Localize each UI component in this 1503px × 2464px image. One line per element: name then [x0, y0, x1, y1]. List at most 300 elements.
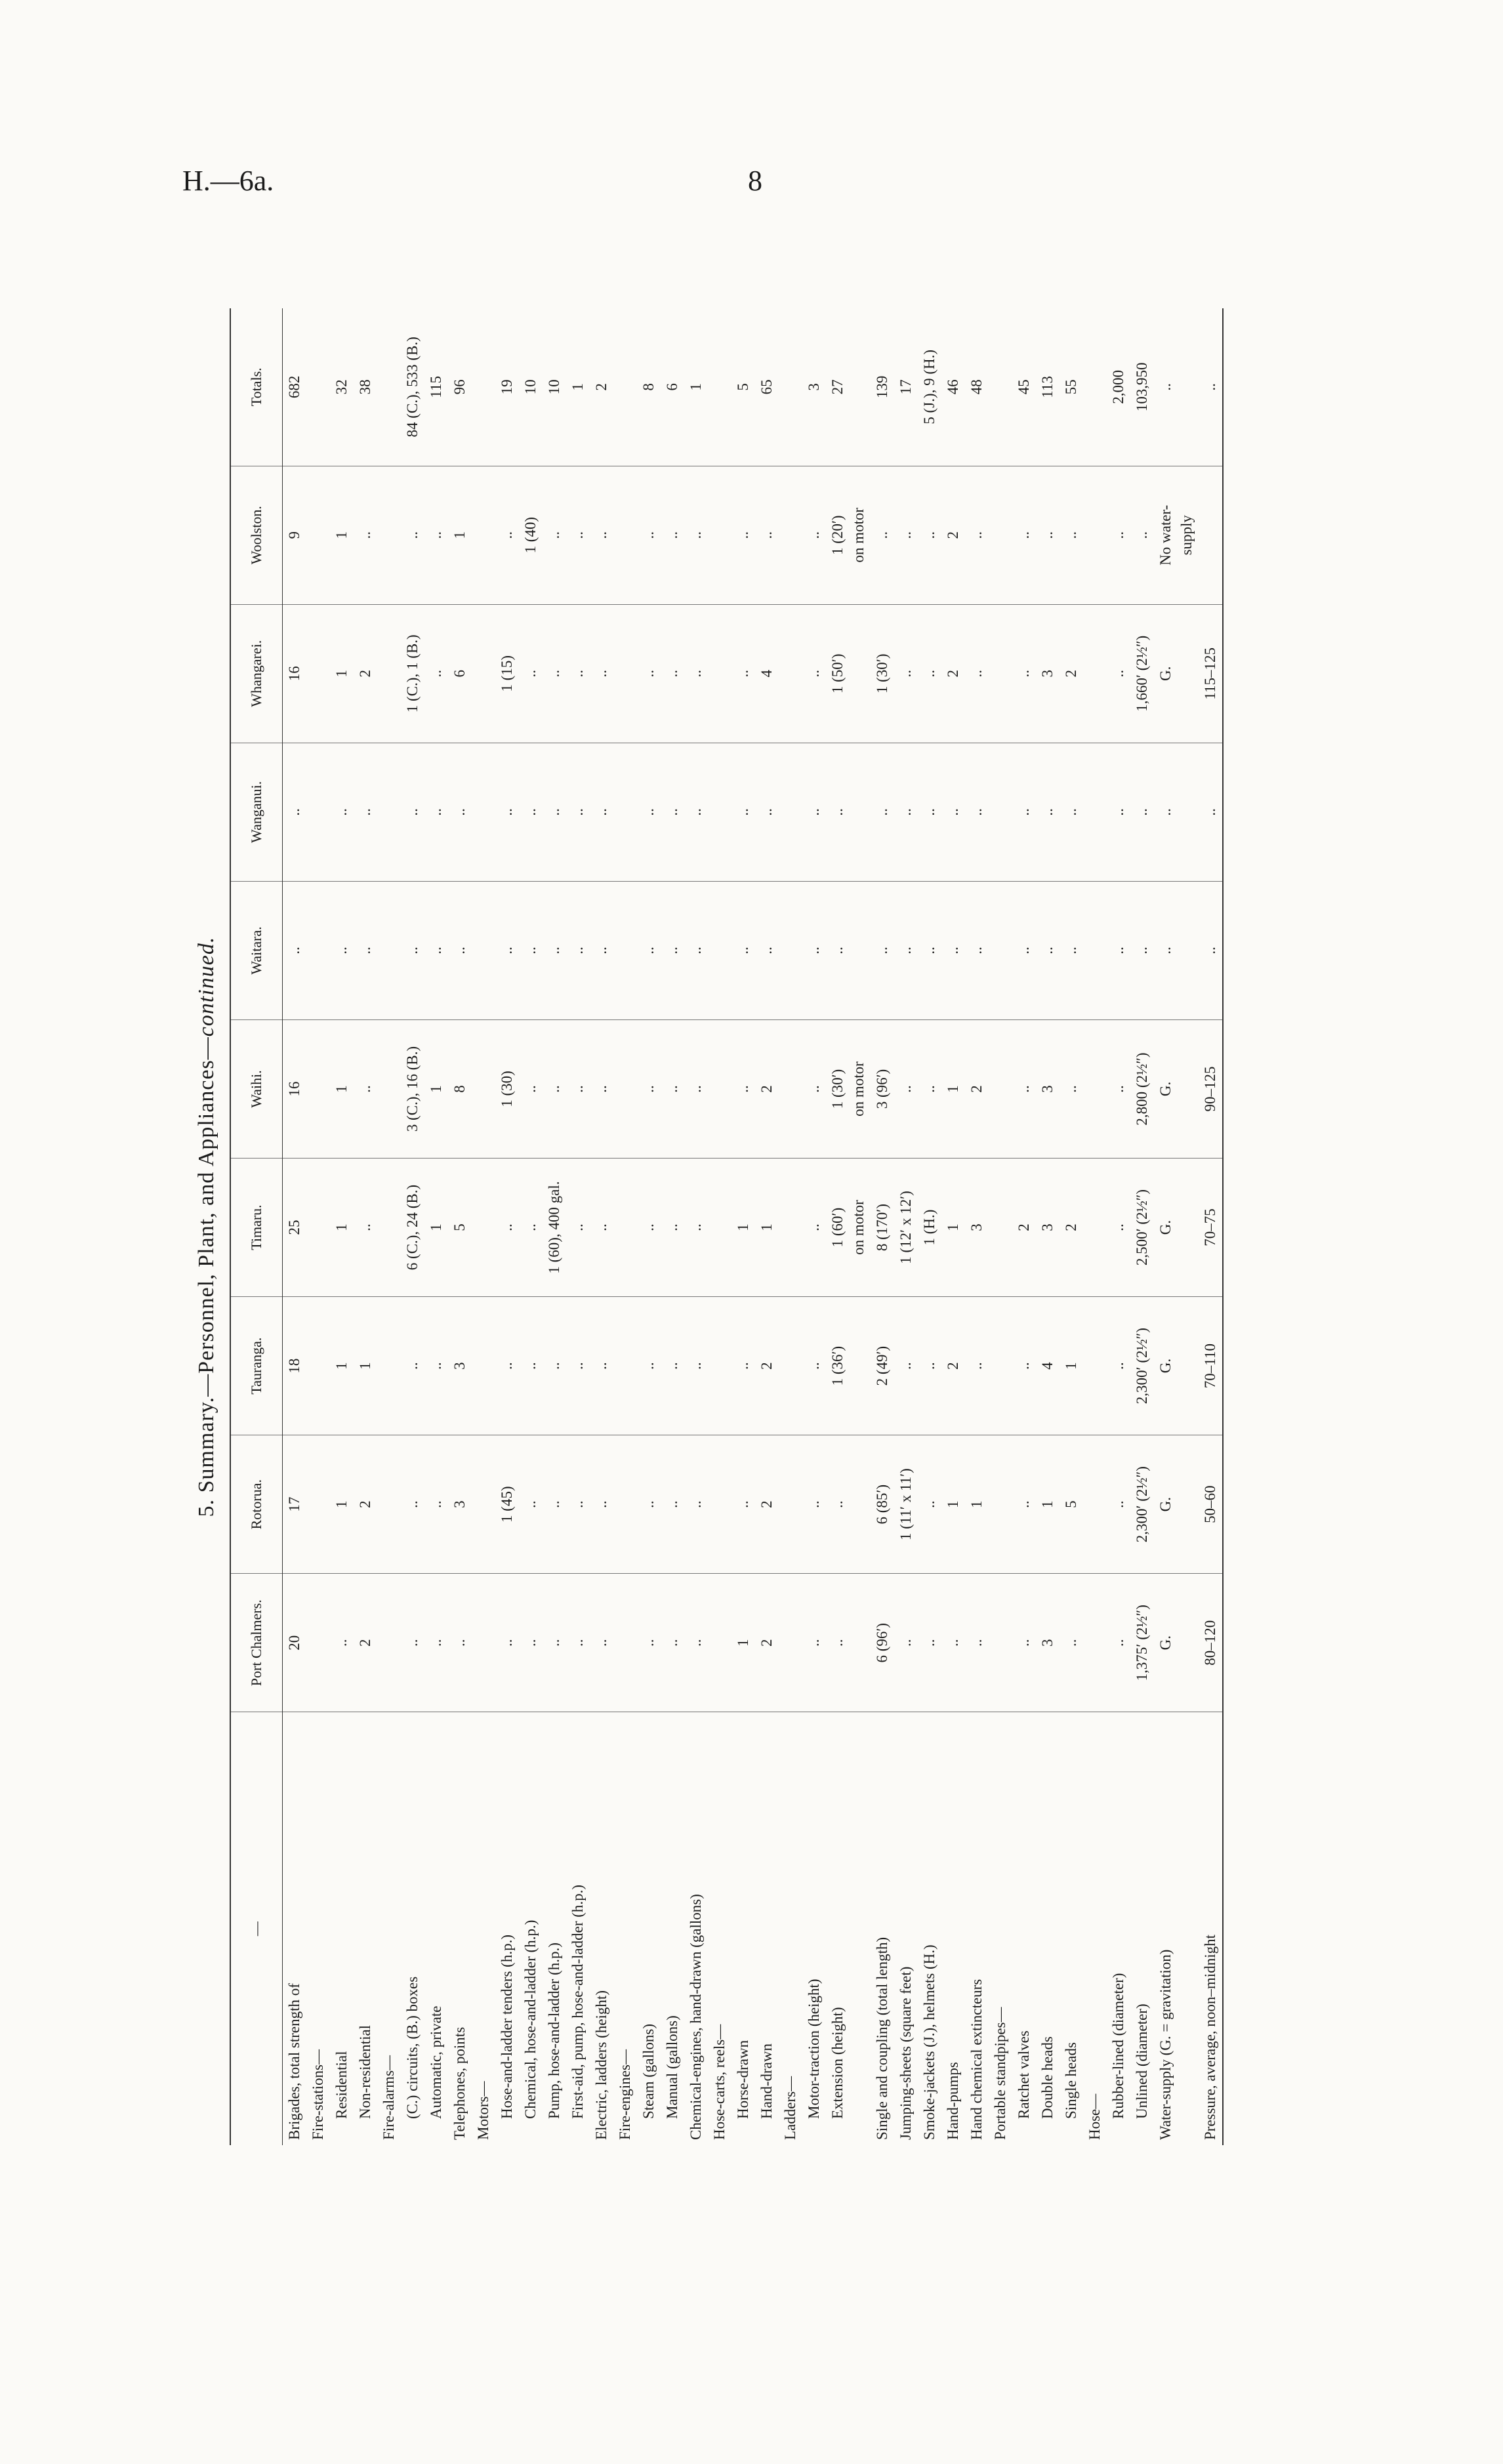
- table-cell: ..: [941, 743, 965, 881]
- column-header: Tauranga.: [230, 1297, 283, 1435]
- table-cell: ..: [684, 1019, 708, 1158]
- table-cell: ..: [519, 881, 543, 1019]
- table-cell: ..: [965, 604, 989, 743]
- table-cell: ..: [684, 1159, 708, 1297]
- table-cell: ..: [637, 1159, 661, 1297]
- table-cell: 2: [755, 1574, 779, 1712]
- table-cell: [613, 1019, 637, 1158]
- table-cell: ..: [965, 1574, 989, 1712]
- row-label: Brigades, total strength of: [286, 1983, 302, 2140]
- row-label: Ratchet valves: [1016, 2030, 1032, 2119]
- row-label: Automatic, private: [428, 2005, 444, 2119]
- table-cell: 2,300′ (2½″): [1130, 1297, 1154, 1435]
- table-cell: ..: [543, 743, 566, 881]
- table-cell: [306, 1159, 330, 1297]
- table-cell: [708, 466, 731, 604]
- table-cell: ..: [1012, 1019, 1036, 1158]
- table-cell: ..: [495, 1159, 519, 1297]
- table-cell: [613, 466, 637, 604]
- table-cell: ..: [684, 743, 708, 881]
- table-cell: ..: [354, 466, 377, 604]
- table-cell: [613, 1574, 637, 1712]
- table-title-main: 5. Summary.—Personnel, Plant, and Appliances—: [194, 1037, 218, 1517]
- table-cell: 2,800 (2½″): [1130, 1019, 1154, 1158]
- table-row: [871, 308, 894, 2145]
- table-cell: G.: [1154, 1574, 1199, 1712]
- table-cell: [779, 1574, 802, 1712]
- table-cell: ..: [401, 743, 424, 881]
- table-row: [1036, 308, 1060, 2145]
- table-cell: ..: [590, 1435, 613, 1574]
- table-cell: [1083, 1019, 1107, 1158]
- table-cell: [472, 1019, 495, 1158]
- table-cell: [989, 308, 1012, 466]
- table-cell: ..: [424, 1574, 448, 1712]
- table-cell: 1: [424, 1019, 448, 1158]
- table-cell: [472, 604, 495, 743]
- table-row: [306, 308, 330, 2145]
- table-row: [424, 308, 448, 2145]
- column-header: Timaru.: [230, 1159, 283, 1297]
- table-row: [330, 308, 354, 2145]
- table-cell: 1: [941, 1159, 965, 1297]
- table-cell: ..: [566, 1435, 590, 1574]
- table-cell: 2: [1060, 1159, 1083, 1297]
- table-cell: 17: [283, 1435, 307, 1574]
- table-cell: ..: [519, 1297, 543, 1435]
- table-cell: [613, 1159, 637, 1297]
- table-cell: [708, 1019, 731, 1158]
- table-row: [1107, 308, 1130, 2145]
- table-title-continued: continued.: [194, 936, 218, 1037]
- table-cell: 1 (30′) on motor: [826, 1019, 871, 1158]
- table-cell: ..: [354, 1019, 377, 1158]
- table-cell: ..: [1012, 1297, 1036, 1435]
- table-cell: [708, 1435, 731, 1574]
- table-cell: 139: [871, 308, 894, 466]
- table-cell: [306, 1435, 330, 1574]
- table-cell: [1083, 308, 1107, 466]
- table-cell: [306, 308, 330, 466]
- table-header-row: [230, 308, 283, 2145]
- table-cell: 1 (30): [495, 1019, 519, 1158]
- table-cell: ..: [424, 743, 448, 881]
- table-cell: [1083, 1297, 1107, 1435]
- table-cell: [1083, 466, 1107, 604]
- table-cell: ..: [519, 1159, 543, 1297]
- table-cell: ..: [543, 881, 566, 1019]
- table-cell: ..: [755, 881, 779, 1019]
- table-row: [1012, 308, 1036, 2145]
- table-cell: ..: [566, 466, 590, 604]
- table-cell: [613, 743, 637, 881]
- table-cell: ..: [1060, 466, 1083, 604]
- table-cell: ..: [283, 881, 307, 1019]
- table-row: [918, 308, 941, 2145]
- table-cell: [377, 1159, 401, 1297]
- table-cell: ..: [731, 466, 755, 604]
- table-cell: 3: [1036, 1574, 1060, 1712]
- table-cell: ..: [543, 1297, 566, 1435]
- row-label: Electric, ladders (height): [593, 1990, 609, 2140]
- table-cell: ..: [918, 1574, 941, 1712]
- table-cell: 18: [283, 1297, 307, 1435]
- table-cell: 25: [283, 1159, 307, 1297]
- table-cell: ..: [894, 1574, 918, 1712]
- table-cell: G.: [1154, 1159, 1199, 1297]
- table-cell: 1 (40): [519, 466, 543, 604]
- table-cell: ..: [1060, 1574, 1083, 1712]
- table-cell: ..: [590, 604, 613, 743]
- table-cell: ..: [826, 881, 871, 1019]
- table-cell: ..: [354, 743, 377, 881]
- row-label: Telephones, points: [451, 2026, 468, 2140]
- table-cell: ..: [731, 743, 755, 881]
- table-cell: 2,000: [1107, 308, 1130, 466]
- row-label: Jumping-sheets (square feet): [897, 1966, 914, 2140]
- table-cell: 1 (45): [495, 1435, 519, 1574]
- table-cell: ..: [918, 1297, 941, 1435]
- table-cell: ..: [871, 466, 894, 604]
- table-cell: ..: [283, 743, 307, 881]
- table-cell: 20: [283, 1574, 307, 1712]
- table-cell: [306, 604, 330, 743]
- table-cell: 1 (H.): [918, 1159, 941, 1297]
- table-cell: ..: [637, 1574, 661, 1712]
- table-cell: [472, 1159, 495, 1297]
- table-cell: 46: [941, 308, 965, 466]
- table-row: [755, 308, 779, 2145]
- table-row: [894, 308, 918, 2145]
- table-cell: ..: [590, 881, 613, 1019]
- table-cell: ..: [1107, 1574, 1130, 1712]
- row-label: Ladders—: [782, 2076, 798, 2140]
- table-cell: 1: [330, 1019, 354, 1158]
- table-cell: ..: [802, 1574, 826, 1712]
- table-cell: ..: [918, 881, 941, 1019]
- table-cell: [613, 1435, 637, 1574]
- table-cell: [306, 466, 330, 604]
- table-cell: ..: [1107, 604, 1130, 743]
- table-cell: ..: [802, 604, 826, 743]
- table-cell: ..: [590, 1297, 613, 1435]
- table-cell: ..: [1199, 881, 1223, 1019]
- table-cell: ..: [1060, 743, 1083, 881]
- table-row: [941, 308, 965, 2145]
- table-cell: [708, 308, 731, 466]
- table-cell: 103,950: [1130, 308, 1154, 466]
- table-cell: [989, 604, 1012, 743]
- table-cell: [306, 881, 330, 1019]
- table-cell: [377, 308, 401, 466]
- table-cell: ..: [894, 1297, 918, 1435]
- table-cell: 1 (36′): [826, 1297, 871, 1435]
- table-cell: ..: [566, 604, 590, 743]
- table-cell: 1 (12′ x 12′): [894, 1159, 918, 1297]
- table-cell: 2: [965, 1019, 989, 1158]
- table-cell: 3: [1036, 604, 1060, 743]
- row-label: Hand-pumps: [945, 2062, 961, 2140]
- row-label: Hose-and-ladder tenders (h.p.): [499, 1935, 515, 2119]
- table-cell: 1 (11′ x 11′): [894, 1435, 918, 1574]
- table-row: [1154, 308, 1199, 2145]
- row-label: Fire-alarms—: [381, 2055, 397, 2140]
- table-cell: ..: [755, 743, 779, 881]
- row-label: Hose-carts, reels—: [711, 2024, 728, 2140]
- table-cell: 10: [519, 308, 543, 466]
- table-cell: ..: [661, 1159, 684, 1297]
- table-cell: ..: [1012, 1435, 1036, 1574]
- table-cell: ..: [495, 1574, 519, 1712]
- table-cell: 1: [731, 1574, 755, 1712]
- column-header: Waitara.: [230, 881, 283, 1019]
- table-cell: 2: [354, 1435, 377, 1574]
- table-cell: ..: [424, 466, 448, 604]
- table-cell: [708, 1297, 731, 1435]
- row-label: Manual (gallons): [664, 2015, 680, 2119]
- table-cell: ..: [1060, 1019, 1083, 1158]
- table-cell: ..: [495, 881, 519, 1019]
- table-cell: ..: [543, 1019, 566, 1158]
- table-cell: 115: [424, 308, 448, 466]
- table-cell: ..: [918, 466, 941, 604]
- table-row: [448, 308, 472, 2145]
- table-row: [519, 308, 543, 2145]
- table-cell: [613, 1297, 637, 1435]
- table-cell: ..: [401, 1297, 424, 1435]
- table-cell: ..: [894, 881, 918, 1019]
- table-cell: [989, 1159, 1012, 1297]
- table-cell: ..: [1154, 743, 1199, 881]
- table-cell: 5: [448, 1159, 472, 1297]
- table-cell: [377, 743, 401, 881]
- table-cell: ..: [802, 743, 826, 881]
- table-cell: ..: [918, 743, 941, 881]
- table-cell: 1,660′ (2½″): [1130, 604, 1154, 743]
- table-cell: ..: [354, 881, 377, 1019]
- table-cell: ..: [871, 743, 894, 881]
- table-cell: No water- supply: [1154, 466, 1199, 604]
- table-row: [543, 308, 566, 2145]
- table-cell: ..: [965, 466, 989, 604]
- table-cell: ..: [566, 743, 590, 881]
- table-cell: ..: [590, 1019, 613, 1158]
- table-cell: 3: [1036, 1019, 1060, 1158]
- table-cell: ..: [731, 604, 755, 743]
- table-cell: 5: [1060, 1435, 1083, 1574]
- table-cell: [306, 1574, 330, 1712]
- table-cell: 1 (30′): [871, 604, 894, 743]
- table-cell: ..: [1199, 743, 1223, 881]
- table-cell: ..: [330, 881, 354, 1019]
- table-cell: ..: [354, 1159, 377, 1297]
- table-cell: 8 (170′): [871, 1159, 894, 1297]
- table-cell: 80–120: [1199, 1574, 1223, 1712]
- table-cell: 2: [354, 604, 377, 743]
- table-cell: 2: [941, 1297, 965, 1435]
- table-cell: 38: [354, 308, 377, 466]
- table-cell: 1 (20′) on motor: [826, 466, 871, 604]
- column-header: Rotorua.: [230, 1435, 283, 1574]
- table-cell: 8: [448, 1019, 472, 1158]
- row-label: First-aid, pump, hose-and-ladder (h.p.): [569, 1884, 586, 2119]
- table-cell: [708, 1159, 731, 1297]
- table-cell: ..: [330, 743, 354, 881]
- table-cell: 1: [330, 1435, 354, 1574]
- table-cell: ..: [401, 1435, 424, 1574]
- table-cell: 1 (C.), 1 (B.): [401, 604, 424, 743]
- table-cell: [708, 604, 731, 743]
- table-cell: ..: [918, 1019, 941, 1158]
- table-cell: [779, 881, 802, 1019]
- table-cell: [989, 1297, 1012, 1435]
- table-cell: 2 (49′): [871, 1297, 894, 1435]
- row-label: Unlined (diameter): [1134, 2003, 1150, 2119]
- table-cell: 2: [1060, 604, 1083, 743]
- table-cell: 6 (C.), 24 (B.): [401, 1159, 424, 1297]
- table-cell: 1: [731, 1159, 755, 1297]
- table-cell: [1083, 1159, 1107, 1297]
- table-cell: ..: [566, 1574, 590, 1712]
- table-cell: G.: [1154, 1297, 1199, 1435]
- table-cell: ..: [1107, 743, 1130, 881]
- table-cell: ..: [637, 1297, 661, 1435]
- row-label: Water-supply (G. = gravitation): [1157, 1949, 1174, 2140]
- row-label: Pump, hose-and-ladder (h.p.): [546, 1942, 562, 2119]
- table-cell: 27: [826, 308, 871, 466]
- table-cell: [1083, 1435, 1107, 1574]
- table-cell: ..: [495, 1297, 519, 1435]
- table-cell: [779, 1019, 802, 1158]
- row-label: Hand-drawn: [758, 2043, 775, 2119]
- table-cell: ..: [755, 466, 779, 604]
- row-label: Portable standpipes—: [992, 2007, 1008, 2140]
- table-cell: [472, 1297, 495, 1435]
- table-cell: ..: [401, 466, 424, 604]
- table-row: [826, 308, 871, 2145]
- table-cell: ..: [661, 881, 684, 1019]
- table-cell: ..: [495, 466, 519, 604]
- table-row: [1199, 308, 1223, 2145]
- table-cell: ..: [637, 1435, 661, 1574]
- table-cell: ..: [1130, 466, 1154, 604]
- table-cell: ..: [424, 1297, 448, 1435]
- table-cell: 16: [283, 604, 307, 743]
- table-cell: [989, 466, 1012, 604]
- table-cell: [1083, 743, 1107, 881]
- table-cell: ..: [894, 604, 918, 743]
- row-label: (C.) circuits, (B.) boxes: [404, 1976, 421, 2119]
- table-cell: ..: [802, 1435, 826, 1574]
- table-cell: ..: [684, 881, 708, 1019]
- row-label: Single heads: [1063, 2042, 1079, 2119]
- table-cell: ..: [590, 743, 613, 881]
- table-cell: [377, 1574, 401, 1712]
- table-cell: 17: [894, 308, 918, 466]
- table-cell: ..: [802, 1297, 826, 1435]
- table-cell: 2: [755, 1297, 779, 1435]
- table-cell: ..: [566, 1019, 590, 1158]
- table-cell: ..: [590, 1159, 613, 1297]
- table-cell: 1: [1060, 1297, 1083, 1435]
- table-cell: ..: [1060, 881, 1083, 1019]
- table-cell: 90–125: [1199, 1019, 1223, 1158]
- table-cell: [1083, 1574, 1107, 1712]
- table-cell: ..: [1036, 881, 1060, 1019]
- table-cell: ..: [802, 881, 826, 1019]
- row-label: Smoke-jackets (J.), helmets (H.): [921, 1944, 937, 2140]
- table-cell: [1083, 881, 1107, 1019]
- row-label: Chemical-engines, hand-drawn (gallons): [688, 1894, 704, 2140]
- table-cell: ..: [543, 604, 566, 743]
- table-cell: [472, 308, 495, 466]
- table-cell: [472, 881, 495, 1019]
- table-cell: 113: [1036, 308, 1060, 466]
- table-cell: ..: [637, 881, 661, 1019]
- table-cell: 2: [354, 1574, 377, 1712]
- table-cell: 3 (C.), 16 (B.): [401, 1019, 424, 1158]
- table-cell: 1: [330, 604, 354, 743]
- table-cell: ..: [661, 1574, 684, 1712]
- table-cell: 65: [755, 308, 779, 466]
- column-header: Waihi.: [230, 1019, 283, 1158]
- table-cell: 1: [684, 308, 708, 466]
- row-label: Rubber-lined (diameter): [1110, 1973, 1126, 2119]
- table-cell: 19: [495, 308, 519, 466]
- table-row: [731, 308, 755, 2145]
- table-cell: 2: [941, 604, 965, 743]
- table-row: [779, 308, 802, 2145]
- table-cell: ..: [894, 743, 918, 881]
- table-cell: ..: [637, 466, 661, 604]
- table-cell: [306, 1297, 330, 1435]
- table-cell: ..: [731, 1019, 755, 1158]
- table-cell: 70–110: [1199, 1297, 1223, 1435]
- table-cell: ..: [1107, 1019, 1130, 1158]
- row-label: Residential: [333, 2051, 350, 2119]
- table-cell: ..: [661, 743, 684, 881]
- table-cell: 3: [448, 1297, 472, 1435]
- column-header: Wanganui.: [230, 743, 283, 881]
- table-cell: [472, 1435, 495, 1574]
- table-cell: [989, 1435, 1012, 1574]
- row-label: Motors—: [475, 2081, 491, 2140]
- table-cell: [613, 881, 637, 1019]
- table-cell: ..: [1036, 743, 1060, 881]
- table-body: [283, 308, 1224, 2145]
- table-cell: [989, 1574, 1012, 1712]
- row-label: Non-residential: [357, 2024, 373, 2119]
- table-cell: ..: [965, 1297, 989, 1435]
- table-cell: 4: [755, 604, 779, 743]
- table-cell: [472, 466, 495, 604]
- table-cell: 5: [731, 308, 755, 466]
- table-cell: 682: [283, 308, 307, 466]
- page-number: 8: [748, 165, 762, 197]
- table-cell: [989, 881, 1012, 1019]
- table-cell: 1,375′ (2½″): [1130, 1574, 1154, 1712]
- table-cell: 115–125: [1199, 604, 1223, 743]
- table-cell: [779, 743, 802, 881]
- table-cell: G.: [1154, 1019, 1199, 1158]
- table-cell: 48: [965, 308, 989, 466]
- table-cell: 96: [448, 308, 472, 466]
- table-cell: ..: [637, 1019, 661, 1158]
- table-cell: ..: [519, 1435, 543, 1574]
- row-label: Hand chemical extincteurs: [968, 1979, 985, 2140]
- table-cell: 2: [1012, 1159, 1036, 1297]
- table-row: [1060, 308, 1083, 2145]
